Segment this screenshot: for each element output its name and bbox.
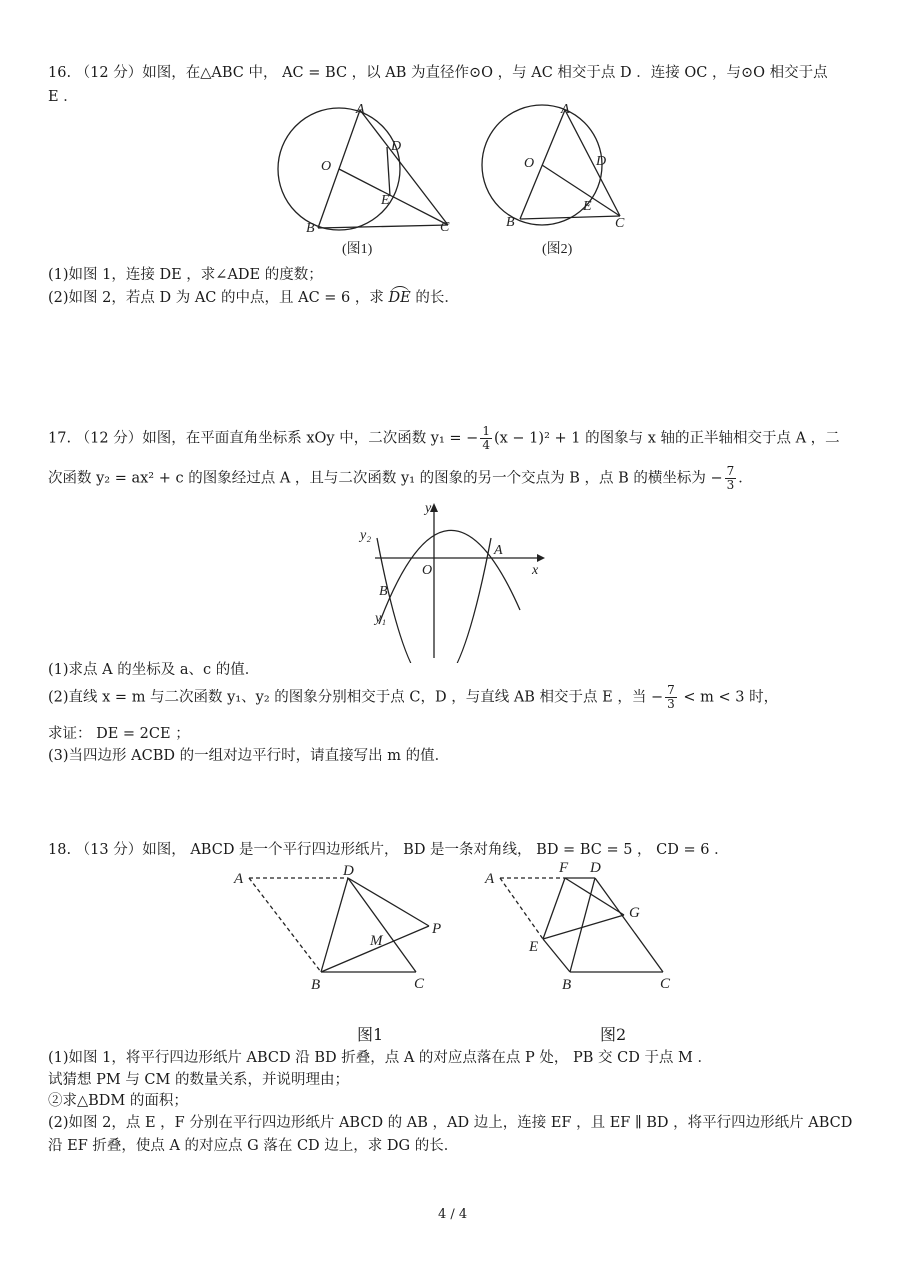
- q16-sub2-arc-DE: DE: [388, 290, 411, 306]
- q16-fig1-caption: (图1): [342, 242, 373, 257]
- q18-fig2-label-F: F: [559, 860, 569, 876]
- q17-frac-7-3: $\frac{7}{3}$: [726, 464, 735, 492]
- q16-fig1-line-DE: [387, 147, 390, 196]
- q17-line2-pre: 次函数 y₂ = ax² + c 的图象经过点 A ，且与二次函数 y₁ 的图象的另一个交点为 B ，点 B 的横坐标为 −: [48, 470, 723, 487]
- q16-sub2-pre: (2)如图 2，若点 D 为 AC 的中点，且 AC = 6 ，求: [48, 290, 389, 306]
- q18-fig2-label-E: E: [529, 939, 539, 955]
- q17-sub2-line2: 求证： DE = 2CE ；: [48, 726, 190, 742]
- q17-sub3: (3)当四边形 ACBD 的一组对边平行时，请直接写出 m 的值．: [48, 748, 450, 764]
- q17-label-y1: y₁: [375, 611, 387, 626]
- q18-fig1-label-B: B: [311, 977, 321, 993]
- q17-sub2: [48, 684, 778, 711]
- q16-fig2-line-AC: [565, 110, 620, 216]
- q18-fig2-label-D: D: [590, 860, 601, 876]
- q16-fig2-label-C: C: [615, 216, 625, 231]
- q18-fig1-AB: [249, 878, 321, 972]
- q18-fig1-label-P: P: [432, 921, 442, 937]
- q16-fig2-label-E: E: [583, 199, 592, 214]
- q16-fig1-label-D: D: [391, 139, 402, 154]
- q16-sub2: [48, 286, 459, 307]
- q18-fig2-label-B: B: [562, 977, 572, 993]
- q16-fig1-line-OC: [339, 169, 448, 225]
- q18-fig2-AE: [500, 878, 543, 939]
- q18-fig1-label-C: C: [414, 976, 425, 992]
- q16-figures: [270, 100, 640, 260]
- q16-fig1-label-A: A: [356, 102, 365, 117]
- q18-sub1-a: 试猜想 PM 与 CM 的数量关系，并说明理由；: [48, 1072, 349, 1088]
- q17-line1-pre: 17. （12 分）如图，在平面直角坐标系 xOy 中，二次函数 y₁ = −: [48, 430, 479, 447]
- q16-fig2-label-B: B: [506, 215, 515, 230]
- q16-figure-1: [278, 108, 448, 230]
- q17-sub1: (1)求点 A 的坐标及 a、c 的值．: [48, 662, 260, 678]
- q16-fig1-label-O: O: [321, 159, 332, 174]
- q17-frac-1-4: $\frac{1}{4}$: [482, 424, 490, 452]
- q18-fig2-EB: [543, 939, 570, 972]
- q17-stem-line2: [48, 465, 753, 492]
- q17-sub2-post: < m < 3 时，: [678, 689, 779, 706]
- q18-fig1-caption: 图1: [357, 1025, 384, 1044]
- q18-figure-1: [249, 878, 429, 972]
- q18-figure-2: [500, 878, 663, 972]
- q16-fig2-line-OC: [542, 165, 620, 216]
- q17-label-B: B: [379, 584, 388, 599]
- q18-stem-line1: 18. （13 分）如图， ABCD 是一个平行四边形纸片， BD 是一条对角线， BD = BC = 5 ， CD = 6 ．: [48, 842, 729, 858]
- q18-fig2-label-C: C: [660, 976, 671, 992]
- q18-fig2-caption: 图2: [600, 1025, 627, 1044]
- page-number: 4 / 4: [438, 1207, 468, 1222]
- q18-fig1-BD: [321, 878, 348, 972]
- q18-fig1-label-D: D: [343, 863, 354, 879]
- q18-fig1-DP: [348, 878, 429, 926]
- q17-line1-post: (x − 1)² + 1 的图象与 x 轴的正半轴相交于点 A ，二: [493, 430, 840, 447]
- q16-fig2-label-D: D: [596, 154, 607, 169]
- q18-fig2-EG: [543, 915, 624, 939]
- q18-fig2-label-A: A: [485, 871, 495, 887]
- q18-sub1: (1)如图 1，将平行四边形纸片 ABCD 沿 BD 折叠，点 A 的对应点落在点 P 处， PB 交 CD 于点 M ．: [48, 1050, 713, 1066]
- q18-figures: [225, 855, 695, 995]
- q17-x-arrow: [537, 554, 545, 562]
- q17-label-y: y: [425, 501, 432, 516]
- q17-sub2-pre: (2)直线 x = m 与二次函数 y₁、y₂ 的图象分别相交于点 C，D ，与直线 AB 相交于点 E ，当 −: [48, 689, 664, 706]
- q18-sub1-b: ②求△BDM 的面积；: [48, 1093, 188, 1109]
- q16-fig2-label-A: A: [561, 102, 570, 117]
- q17-line2-post: ．: [738, 470, 753, 487]
- q16-fig2-label-O: O: [524, 156, 535, 171]
- q18-fig1-DC: [348, 878, 416, 972]
- q16-fig1-label-E: E: [381, 193, 390, 208]
- q17-stem-line1: [48, 425, 840, 452]
- q16-stem-line2: E ．: [48, 89, 78, 105]
- q16-sub1: (1)如图 1，连接 DE ，求∠ADE 的度数；: [48, 267, 323, 283]
- q16-stem-line1: 16. （12 分）如图，在△ABC 中， AC = BC ，以 AB 为直径作⊙O ，与 AC 相交于点 D ．连接 OC ，与⊙O 相交于点: [48, 65, 828, 81]
- q18-fig2-FE: [543, 878, 565, 939]
- q18-fig1-label-M: M: [370, 933, 383, 949]
- q17-label-A: A: [494, 543, 503, 558]
- q16-fig1-label-B: B: [306, 221, 315, 236]
- q18-sub2: (2)如图 2，点 E ，F 分别在平行四边形纸片 ABCD 的 AB ，AD 边上，连接 EF ，且 EF ∥ BD ，将平行四边形纸片 ABCD: [48, 1115, 853, 1131]
- q16-fig2-caption: (图2): [542, 242, 573, 257]
- q18-fig1-label-A: A: [234, 871, 244, 887]
- q17-graph: [355, 498, 555, 663]
- q18-fig2-label-G: G: [629, 905, 640, 921]
- q18-sub2-b: 沿 EF 折叠，使点 A 的对应点 G 落在 CD 边上，求 DG 的长．: [48, 1138, 459, 1154]
- q18-fig2-FG: [565, 878, 624, 915]
- q16-fig1-label-C: C: [440, 220, 450, 235]
- q18-fig2-DC: [595, 878, 663, 972]
- q16-fig1-line-AC: [360, 110, 448, 225]
- q17-frac-7-3-b: $\frac{7}{3}$: [667, 683, 675, 711]
- q17-label-O: O: [422, 563, 433, 578]
- q17-label-x: x: [532, 563, 539, 578]
- q16-sub2-post: 的长．: [410, 290, 459, 306]
- q17-label-y2: y₂: [360, 528, 372, 543]
- q16-fig1-line-BC: [318, 225, 448, 228]
